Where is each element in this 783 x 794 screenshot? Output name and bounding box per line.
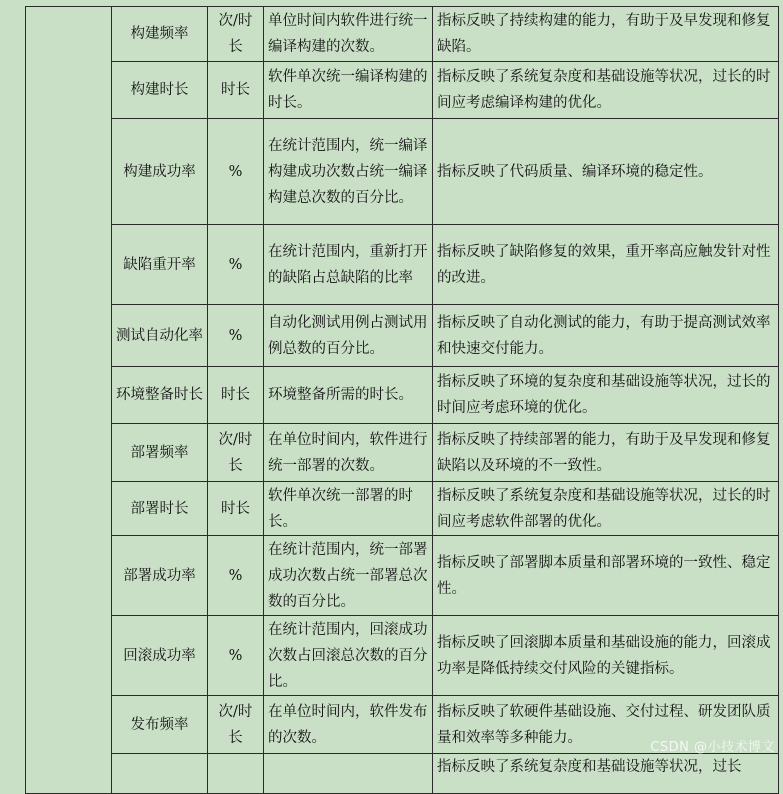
metric-name-cell: 环境整备时长 xyxy=(112,367,208,424)
metric-unit-cell: % xyxy=(208,119,264,225)
metric-name-cell: 构建频率 xyxy=(112,7,208,62)
metric-definition-cell: 在单位时间内，软件进行统一部署的次数。 xyxy=(264,424,433,482)
table-row xyxy=(26,616,779,696)
metric-definition-cell: 软件单次统一部署的时长。 xyxy=(264,482,433,536)
metric-unit-cell: % xyxy=(208,536,264,616)
metric-description-cell: 指标反映了系统复杂度和基础设施等状况，过长的时间应考虑软件部署的优化。 xyxy=(433,482,779,536)
metric-description-cell: 指标反映了自动化测试的能力，有助于提高测试效率和快速交付能力。 xyxy=(433,305,779,367)
watermark: CSDN @小技术博文 xyxy=(650,740,775,755)
metric-name-cell: 测试自动化率 xyxy=(112,305,208,367)
metric-definition-cell: 自动化测试用例占测试用例总数的百分比。 xyxy=(264,305,433,367)
table-row xyxy=(26,367,779,424)
metrics-table-body xyxy=(26,7,779,794)
metric-name-cell: 缺陷重开率 xyxy=(112,225,208,305)
metric-unit-cell: % xyxy=(208,616,264,696)
metric-definition-cell: 在统计范围内，重新打开的缺陷占总缺陷的比率 xyxy=(264,225,433,305)
category-cell xyxy=(26,7,112,794)
table-row xyxy=(26,62,779,119)
metric-unit-cell: 次/时长 xyxy=(208,424,264,482)
table-row xyxy=(26,119,779,225)
table-row xyxy=(26,7,779,62)
metric-description-cell: 指标反映了环境的复杂度和基础设施等状况，过长的时间应考虑环境的优化。 xyxy=(433,367,779,424)
metric-description-cell: 指标反映了持续构建的能力，有助于及早发现和修复缺陷。 xyxy=(433,7,779,62)
metric-description-cell: 指标反映了部署脚本质量和部署环境的一致性、稳定性。 xyxy=(433,536,779,616)
metric-name-cell: 部署频率 xyxy=(112,424,208,482)
table-row xyxy=(26,482,779,536)
metric-unit-cell: % xyxy=(208,305,264,367)
metrics-table xyxy=(25,6,779,794)
metric-unit-cell: 时长 xyxy=(208,367,264,424)
metric-description-cell: 指标反映了软硬件基础设施、交付过程、研发团队质量和效率等多种能力。 xyxy=(433,696,779,754)
metric-name-cell: 部署成功率 xyxy=(112,536,208,616)
metric-definition-cell: 单位时间内软件进行统一编译构建的次数。 xyxy=(264,7,433,62)
metric-definition-cell xyxy=(264,754,433,794)
metric-definition-cell: 在统计范围内，回滚成功次数占回滚总次数的百分比。 xyxy=(264,616,433,696)
metric-name-cell xyxy=(112,754,208,794)
metric-name-cell: 部署时长 xyxy=(112,482,208,536)
metric-unit-cell: % xyxy=(208,225,264,305)
metric-name-cell: 回滚成功率 xyxy=(112,616,208,696)
metric-name-cell: 构建成功率 xyxy=(112,119,208,225)
metric-description-cell: 指标反映了持续部署的能力，有助于及早发现和修复缺陷以及环境的不一致性。 xyxy=(433,424,779,482)
table-row xyxy=(26,536,779,616)
metric-unit-cell: 时长 xyxy=(208,482,264,536)
table-row xyxy=(26,424,779,482)
metric-description-cell: 指标反映了系统复杂度和基础设施等状况，过长的时间应考虑编译构建的优化。 xyxy=(433,62,779,119)
metric-unit-cell: 时长 xyxy=(208,62,264,119)
metric-definition-cell: 在单位时间内，软件发布的次数。 xyxy=(264,696,433,754)
metric-unit-cell: 次/时长 xyxy=(208,7,264,62)
table-row xyxy=(26,225,779,305)
table-row xyxy=(26,305,779,367)
metric-description-cell: 指标反映了回滚脚本质量和基础设施的能力，回滚成功率是降低持续交付风险的关键指标。 xyxy=(433,616,779,696)
table-row xyxy=(26,754,779,794)
metric-description-cell: 指标反映了系统复杂度和基础设施等状况，过长 xyxy=(433,754,779,794)
metric-definition-cell: 在统计范围内，统一部署成功次数占统一部署总次数的百分比。 xyxy=(264,536,433,616)
metric-name-cell: 构建时长 xyxy=(112,62,208,119)
metric-definition-cell: 环境整备所需的时长。 xyxy=(264,367,433,424)
metric-description-cell: 指标反映了代码质量、编译环境的稳定性。 xyxy=(433,119,779,225)
metric-definition-cell: 在统计范围内，统一编译构建成功次数占统一编译构建总次数的百分比。 xyxy=(264,119,433,225)
metric-definition-cell: 软件单次统一编译构建的时长。 xyxy=(264,62,433,119)
metric-unit-cell xyxy=(208,754,264,794)
metric-description-cell: 指标反映了缺陷修复的效果，重开率高应触发针对性的改进。 xyxy=(433,225,779,305)
metric-name-cell: 发布频率 xyxy=(112,696,208,754)
metric-unit-cell: 次/时长 xyxy=(208,696,264,754)
